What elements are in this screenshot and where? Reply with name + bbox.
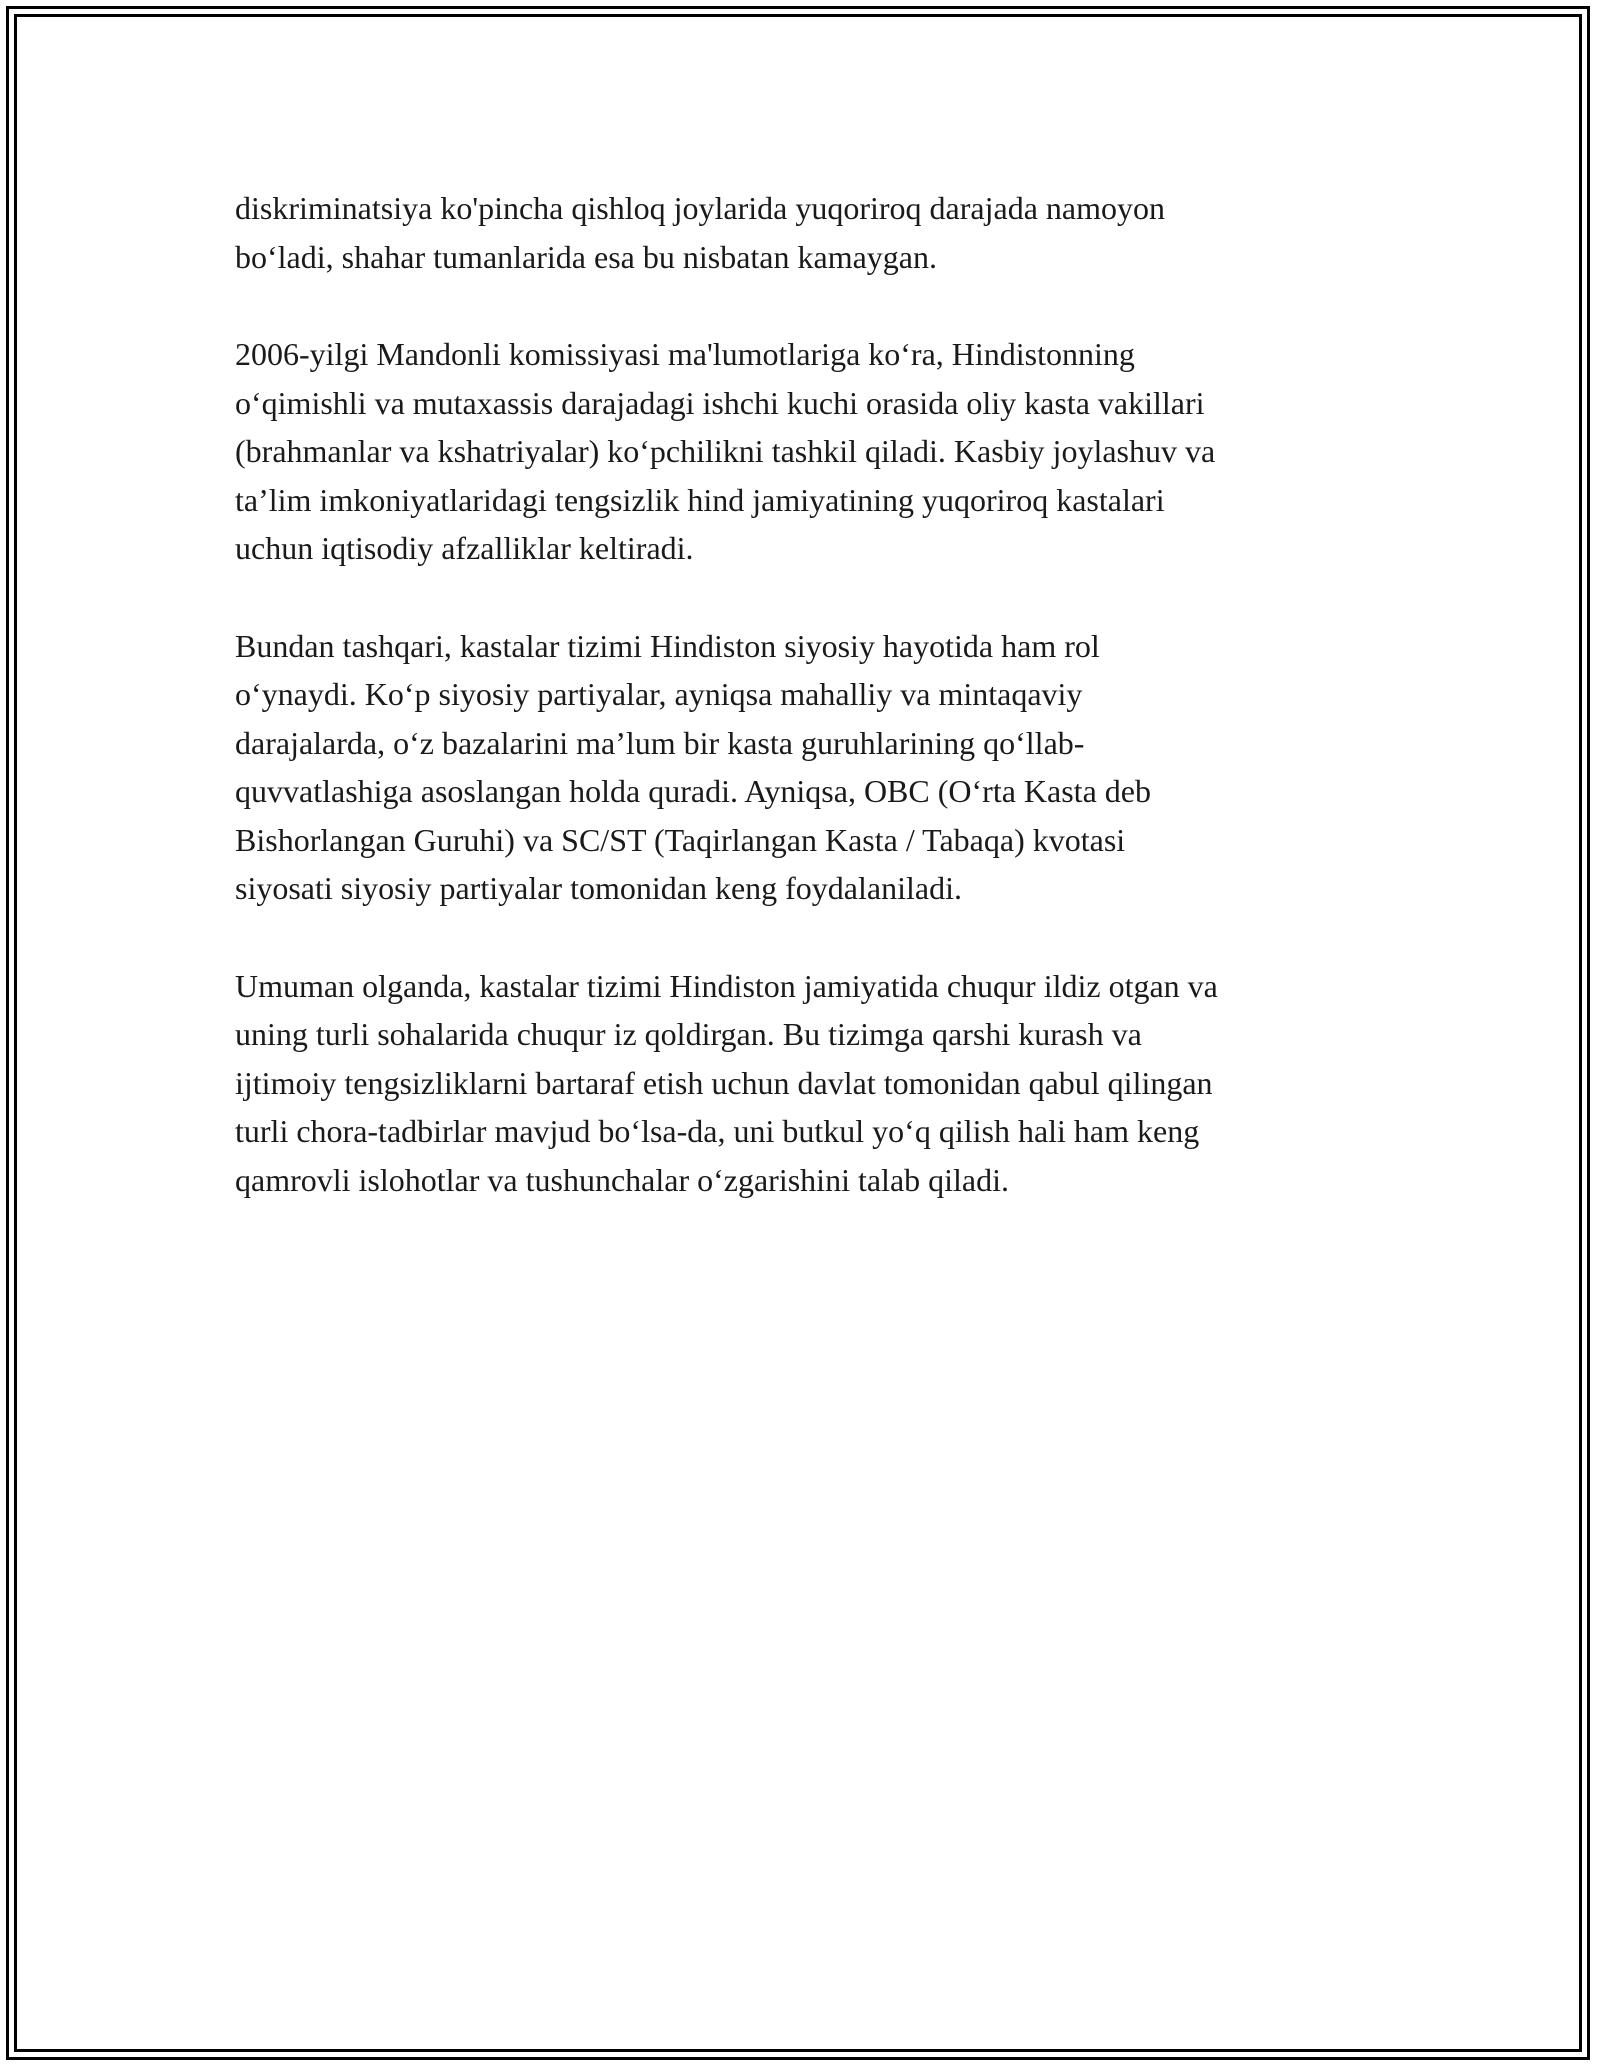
text-line: qamrovli islohotlar va tushunchalar o‘zgarishini talab qiladi. <box>235 1161 1010 1198</box>
text-line: Bishorlangan Guruhi) va SC/ST (Taqirlangan Kasta / Tabaqa) kvotasi <box>235 821 1126 858</box>
text-line: bo‘ladi, shahar tumanlarida esa bu nisbatan kamaygan. <box>235 238 937 275</box>
text-line: Umuman olganda, kastalar tizimi Hindiston jamiyatida chuqur ildiz otgan va <box>235 967 1218 1004</box>
text-line: ijtimoiy tengsizliklarni bartaraf etish uchun davlat tomonidan qabul qilingan <box>235 1064 1213 1101</box>
text-line: uning turli sohalarida chuqur iz qoldirgan. Bu tizimga qarshi kurash va <box>235 1016 1142 1052</box>
text-line: diskriminatsiya ko'pincha qishloq joylarida yuqoriroq darajada namoyon <box>235 190 1165 226</box>
text-line: quvvatlashiga asoslangan holda quradi. Ayniqsa, OBC (O‘rta Kasta deb <box>235 773 1151 809</box>
text-line: darajalarda, o‘z bazalarini ma’lum bir kasta guruhlarining qo‘llab- <box>235 724 1085 761</box>
paragraph-4 <box>235 962 1375 1205</box>
text-line: Bundan tashqari, kastalar tizimi Hindiston siyosiy hayotida ham rol <box>235 627 1100 664</box>
text-line: o‘qimishli va mutaxassis darajadagi ishchi kuchi orasida oliy kasta vakillari <box>235 384 1205 421</box>
text-line: o‘ynaydi. Ko‘p siyosiy partiyalar, ayniqsa mahalliy va mintaqaviy <box>235 676 1083 712</box>
text-line: uchun iqtisodiy afzalliklar keltiradi. <box>235 530 694 566</box>
document-body <box>235 184 1375 1253</box>
text-line: (brahmanlar va kshatriyalar) ko‘pchilikni tashkil qiladi. Kasbiy joylashuv va <box>235 433 1216 469</box>
text-line: siyosati siyosiy partiyalar tomonidan keng foydalaniladi. <box>235 870 962 906</box>
text-line: ta’lim imkoniyatlaridagi tengsizlik hind jamiyatining yuqoriroq kastalari <box>235 481 1165 518</box>
paragraph-3 <box>235 622 1375 913</box>
paragraph-1 <box>235 184 1375 281</box>
text-line: 2006-yilgi Mandonli komissiyasi ma'lumotlariga ko‘ra, Hindistonning <box>235 336 1135 372</box>
paragraph-2 <box>235 330 1375 573</box>
text-line: turli chora-tadbirlar mavjud bo‘lsa-da, uni butkul yo‘q qilish hali ham keng <box>235 1113 1200 1149</box>
